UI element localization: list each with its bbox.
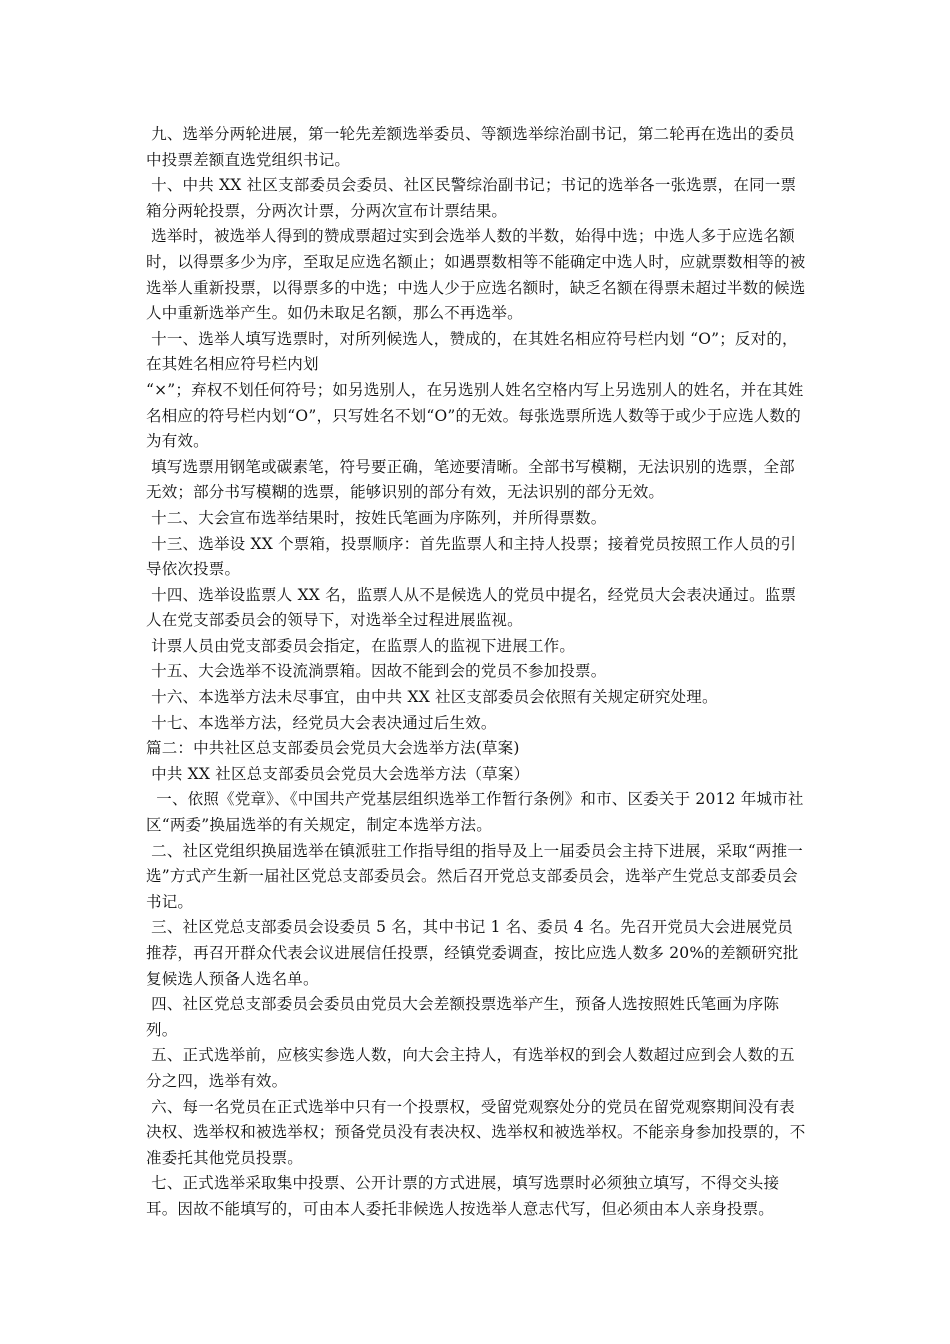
paragraph-part2-article-1: 一、依照《党章》、《中国共产党基层组织选举工作暂行条例》和市、区委关于 2012 年城市社区“两委”换届选举的有关规定，制定本选举方法。 (146, 790, 804, 835)
paragraph-part2-article-7: 七、正式选举采取集中投票、公开计票的方式进展，填写选票时必须独立填写，不得交头接耳。因故不能填写的，可由本人委托非候选人按选举人意志代写，但必须由本人亲身投票。 (146, 1174, 780, 1218)
paragraph-article-15: 十五、大会选举不设流淌票箱。因故不能到会的党员不参加投票。 (146, 662, 607, 681)
paragraph-counting-staff: 计票人员由党支部委员会指定，在监票人的监视下进展工作。 (146, 636, 576, 655)
document-title: 中共 XX 社区总支部委员会党员大会选举方法（草案） (146, 764, 530, 783)
paragraph-part2-article-6: 六、每一名党员在正式选举中只有一个投票权，受留党观察处分的党员在留党观察期间没有表决权、选举权和被选举权；预备党员没有表决权、选举权和被选举权。不能亲身参加投票的，不准委托其他党员投票。 (146, 1097, 806, 1167)
paragraph-article-12: 十二、大会宣布选举结果时，按姓氏笔画为序陈列，并所得票数。 (146, 508, 607, 527)
paragraph-article-10: 十、中共 XX 社区支部委员会委员、社区民警综治副书记；书记的选举各一张选票，在同一票箱分两轮投票，分两次计票，分两次宣布计票结果。 (146, 176, 797, 220)
paragraph-article-11: 十一、选举人填写选票时，对所列候选人，赞成的，在其姓名相应符号栏内划 “O”；反对的，在其姓名相应符号栏内划 (146, 329, 798, 374)
paragraph-part2-article-4: 四、社区党总支部委员会委员由党员大会差额投票选举产生，预备人选按照姓氏笔画为序陈列。 (146, 995, 780, 1039)
paragraph-part2-article-5: 五、正式选举前，应核实参选人数，向大会主持人，有选举权的到会人数超过应到会人数的五分之四，选举有效。 (146, 1046, 795, 1090)
paragraph-article-16: 十六、本选举方法未尽事宜，由中共 XX 社区支部委员会依照有关规定研究处理。 (146, 688, 718, 707)
paragraph-article-11-cont: “×”；弃权不划任何符号；如另选别人，在另选别人姓名空格内写上另选别人的姓名，并在其姓名相应的符号栏内划“O”，只写姓名不划“O”的无效。每张选票所选人数等于或少于应选人数的为有效。 (146, 380, 804, 451)
paragraph-article-9: 九、选举分两轮进展，第一轮先差额选举委员、等额选举综治副书记，第二轮再在选出的委员中投票差额直选党组织书记。 (146, 125, 795, 169)
paragraph-article-13: 十三、选举设 XX 个票箱，投票顺序：首先监票人和主持人投票；接着党员按照工作人员的引导依次投票。 (146, 534, 797, 579)
paragraph-ballot-writing: 填写选票用钢笔或碳素笔，符号要正确，笔迹要清晰。全部书写模糊，无法识别的选票，全部无效；部分书写模糊的选票，能够识别的部分有效，无法识别的部分无效。 (146, 457, 795, 502)
paragraph-article-14: 十四、选举设监票人 XX 名，监票人从不是候选人的党员中提名，经党员大会表决通过。监票人在党支部委员会的领导下，对选举全过程进展监视。 (146, 585, 797, 630)
paragraph-part2-article-2: 二、社区党组织换届选举在镇派驻工作指导组的指导及上一届委员会主持下进展，采取“两推一选”方式产生新一届社区党总支部委员会。然后召开党总支部委员会，选举产生党总支部委员会书记。 (146, 841, 803, 911)
paragraph-election-rule: 选举时，被选举人得到的赞成票超过实到会选举人数的半数，始得中选；中选人多于应选名额时，以得票多少为序，至取足应选名额止；如遇票数相等不能确定中选人时，应就票数相等的被选举人重新投票，以得票多的中选；中选人少于应选名额时，缺乏名额在得票未超过半数的候选人中重新选举产生。如仍未取足名额，那么不再选举。 (146, 227, 806, 323)
paragraph-article-17: 十七、本选举方法，经党员大会表决通过后生效。 (146, 713, 497, 732)
paragraph-part2-article-3: 三、社区党总支部委员会设委员 5 名，其中书记 1 名、委员 4 名。先召开党员大会进展党员推荐，再召开群众代表会议进展信任投票，经镇党委调查，按比应选人数多 20%的差额研究批复候选人预备人选名单。 (146, 918, 799, 988)
document-body (146, 122, 808, 1223)
section-heading-part-2: 篇二：中共社区总支部委员会党员大会选举方法(草案) (146, 739, 520, 758)
